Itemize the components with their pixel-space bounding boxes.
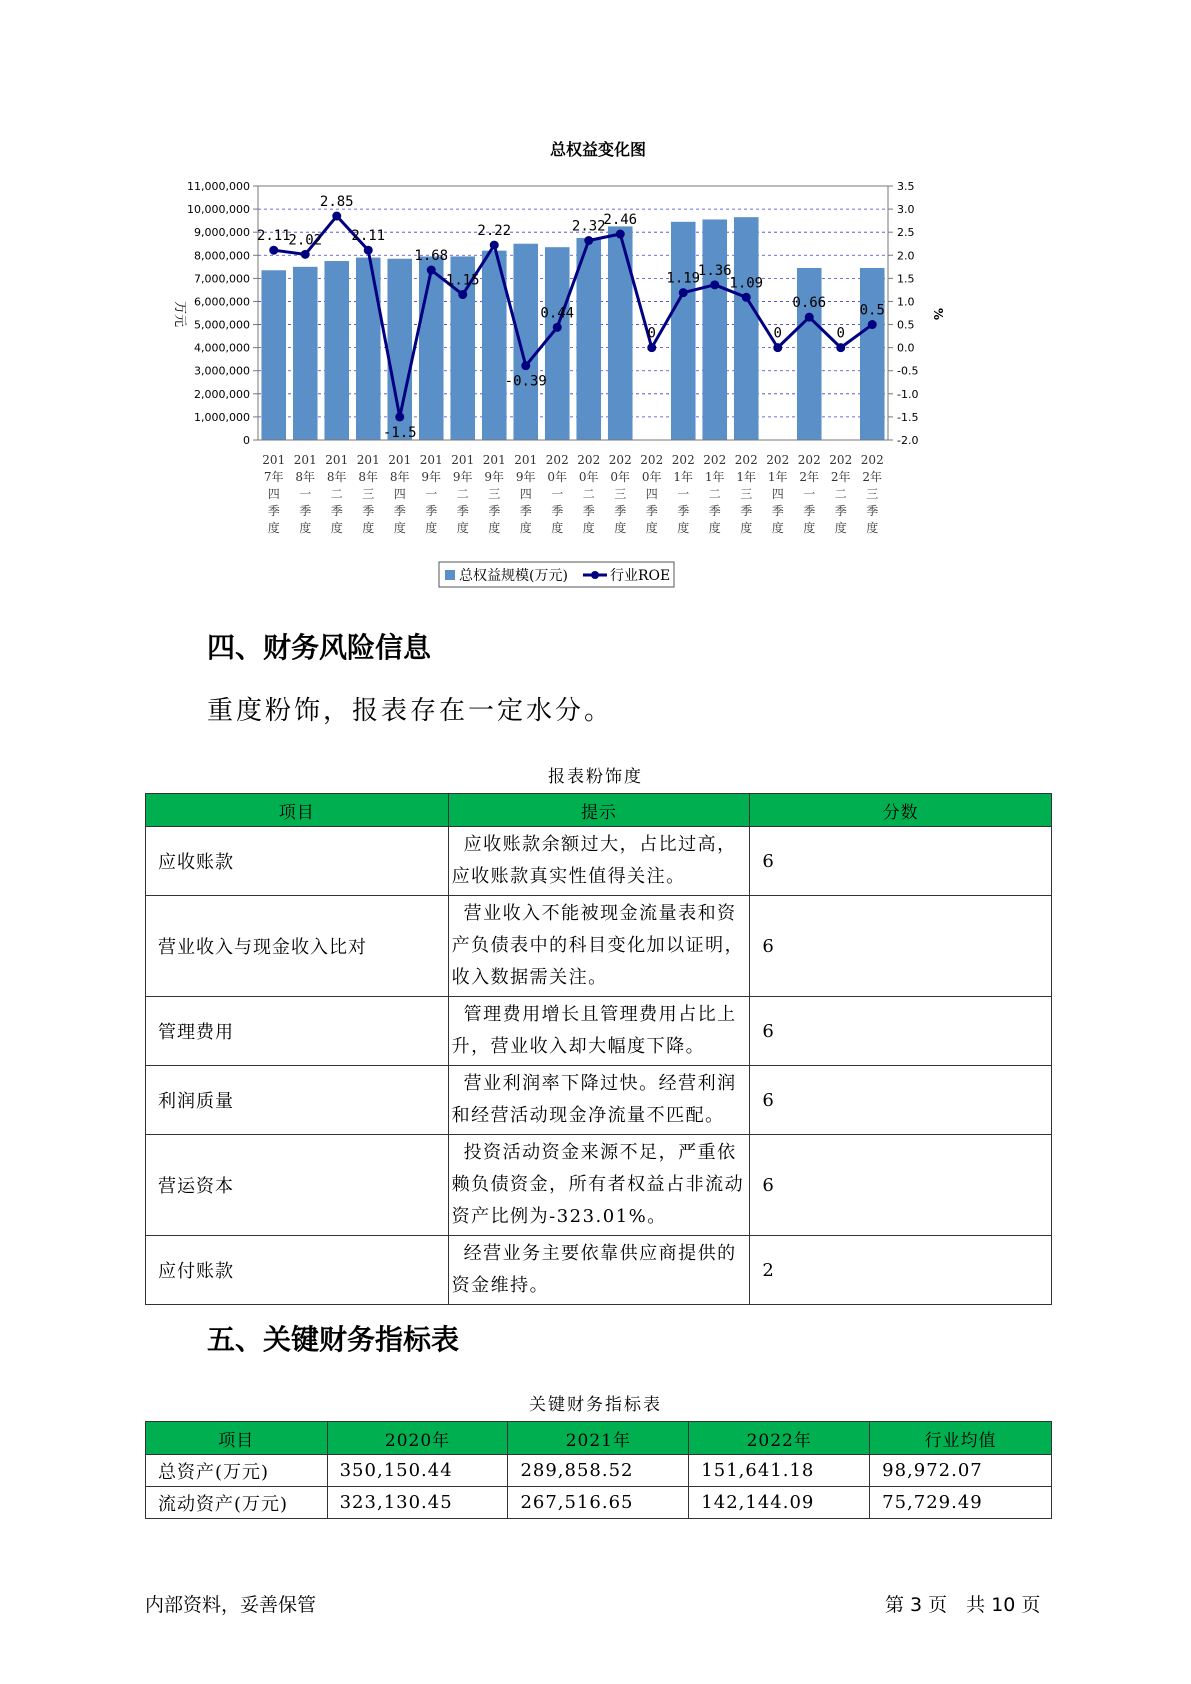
roe-point <box>742 293 751 302</box>
right-tick-label: 3.0 <box>897 203 915 217</box>
roe-data-label: 2.11 <box>256 228 291 245</box>
roe-data-label: 2.85 <box>319 194 354 211</box>
left-tick-label: 10,000,000 <box>187 203 250 217</box>
roe-point <box>836 343 845 352</box>
equity-bar <box>261 270 286 440</box>
roe-data-label: 2.22 <box>477 223 512 240</box>
category-label: 202 0年一季度 <box>545 453 569 535</box>
category-label: 202 1年三季度 <box>734 453 758 535</box>
roe-point <box>773 343 782 352</box>
table-row <box>146 1135 1052 1236</box>
category-label: 202 2年一季度 <box>797 453 821 535</box>
roe-data-label: 0 <box>647 325 656 342</box>
header-cell: 2020年 <box>327 1422 508 1455</box>
roe-data-label: 2.46 <box>603 212 638 229</box>
right-tick-label: 0.5 <box>897 318 915 332</box>
equity-bar <box>356 258 381 440</box>
header-cell: 项目 <box>146 1422 328 1455</box>
risk-hint: 经营业务主要依靠供应商提供的资金维持。 <box>448 1236 750 1305</box>
roe-data-label: 0 <box>836 325 845 342</box>
roe-point <box>868 320 877 329</box>
roe-point <box>584 236 593 245</box>
roe-point <box>458 290 467 299</box>
metric-value: 151,641.18 <box>689 1455 870 1487</box>
header-cell: 项目 <box>146 794 449 827</box>
roe-point <box>553 323 562 332</box>
risk-score: 2 <box>750 1236 1052 1305</box>
risk-table-caption: 报表粉饰度 <box>548 767 643 787</box>
equity-chart <box>170 140 1010 595</box>
left-tick-label: 2,000,000 <box>194 387 250 401</box>
category-label: 201 8年四季度 <box>388 453 412 535</box>
category-label: 202 1年四季度 <box>766 453 790 535</box>
roe-data-label: 0.66 <box>792 295 827 312</box>
risk-score: 6 <box>750 1066 1052 1135</box>
left-tick-label: 7,000,000 <box>194 272 250 286</box>
roe-data-label: 0 <box>773 325 782 342</box>
right-tick-label: 1.0 <box>897 295 915 309</box>
risk-item: 营业收入与现金收入比对 <box>146 896 449 997</box>
risk-hint: 管理费用增长且管理费用占比上升，营业收入却大幅度下降。 <box>448 997 750 1066</box>
metric-name: 总资产(万元) <box>146 1455 328 1487</box>
right-tick-label: -1.0 <box>897 387 919 401</box>
roe-data-label: 2.32 <box>571 218 606 235</box>
roe-point <box>301 250 310 259</box>
equity-bar <box>513 244 538 440</box>
roe-data-label: 0.5 <box>859 302 885 319</box>
roe-point <box>521 361 530 370</box>
left-tick-label: 9,000,000 <box>194 226 250 240</box>
risk-table-header <box>146 794 1052 827</box>
roe-point <box>395 412 404 421</box>
risk-item: 利润质量 <box>146 1066 449 1135</box>
category-label: 202 0年二季度 <box>577 453 601 535</box>
roe-point <box>490 241 499 250</box>
category-label: 201 8年二季度 <box>325 453 349 535</box>
equity-bar <box>734 217 759 440</box>
right-tick-label: 3.5 <box>897 180 915 193</box>
left-tick-label: 8,000,000 <box>194 249 250 263</box>
roe-data-label: 1.19 <box>666 270 701 287</box>
risk-item: 应收账款 <box>146 827 449 896</box>
risk-item: 营运资本 <box>146 1135 449 1236</box>
right-tick-label: 2.5 <box>897 226 915 240</box>
category-label: 202 2年二季度 <box>829 453 853 535</box>
risk-hint: 投资活动资金来源不足，严重依赖负债资金，所有者权益占非流动资产比例为-323.01%。 <box>448 1135 750 1236</box>
risk-item: 应付账款 <box>146 1236 449 1305</box>
table-row <box>146 1487 1052 1519</box>
risk-hint: 营业利润率下降过快。经营利润和经营活动现金净流量不匹配。 <box>448 1066 750 1135</box>
header-cell: 行业均值 <box>870 1422 1052 1455</box>
roe-data-label: 2.02 <box>288 232 323 249</box>
left-tick-label: 4,000,000 <box>194 341 250 355</box>
equity-bar <box>671 222 696 440</box>
legend-line-label: 行业ROE <box>610 568 671 584</box>
metric-value: 267,516.65 <box>508 1487 689 1519</box>
metrics-table <box>145 1421 1052 1519</box>
risk-item: 管理费用 <box>146 997 449 1066</box>
right-tick-label: 1.5 <box>897 272 915 286</box>
risk-score: 6 <box>750 1135 1052 1236</box>
legend-bar-label: 总权益规模(万元) <box>459 568 568 584</box>
legend-bar-swatch <box>445 570 455 580</box>
category-label: 201 9年一季度 <box>419 453 443 535</box>
left-tick-label: 1,000,000 <box>194 410 250 424</box>
left-tick-label: 3,000,000 <box>194 364 250 378</box>
roe-point <box>647 343 656 352</box>
roe-data-label: -0.39 <box>504 373 547 390</box>
roe-point <box>364 246 373 255</box>
chart-title: 总权益变化图 <box>549 140 647 159</box>
right-tick-label: -2.0 <box>897 434 919 447</box>
category-label: 201 9年三季度 <box>482 453 506 535</box>
table-row <box>146 997 1052 1066</box>
metric-value: 323,130.45 <box>327 1487 508 1519</box>
metrics-table-caption: 关键财务指标表 <box>529 1395 662 1415</box>
equity-bar <box>419 256 444 440</box>
category-label: 202 1年二季度 <box>703 453 727 535</box>
legend-line-marker <box>591 571 599 579</box>
table-row <box>146 1066 1052 1135</box>
left-tick-label: 5,000,000 <box>194 318 250 332</box>
category-label: 202 0年三季度 <box>608 453 632 535</box>
risk-summary-text: 重度粉饰，报表存在一定水分。 <box>207 696 614 726</box>
roe-data-label: 1.36 <box>697 262 732 279</box>
roe-data-label: 1.09 <box>729 275 764 292</box>
risk-score: 6 <box>750 896 1052 997</box>
category-label: 201 8年一季度 <box>293 453 317 535</box>
equity-bar <box>860 268 885 440</box>
right-tick-label: -1.5 <box>897 410 919 424</box>
roe-data-label: 0.44 <box>540 305 575 322</box>
right-axis-label: % <box>931 307 945 321</box>
roe-data-label: 1.15 <box>445 272 480 289</box>
roe-point <box>332 212 341 221</box>
category-label: 202 0年四季度 <box>640 453 664 535</box>
risk-hint: 应收账款余额过大，占比过高，应收账款真实性值得关注。 <box>448 827 750 896</box>
equity-bar <box>324 261 349 440</box>
right-tick-label: 0.0 <box>897 341 915 355</box>
metric-value: 142,144.09 <box>689 1487 870 1519</box>
roe-point <box>427 266 436 275</box>
risk-score: 6 <box>750 827 1052 896</box>
risk-table <box>145 793 1052 1305</box>
chart-legend <box>439 562 674 587</box>
left-tick-label: 6,000,000 <box>194 295 250 309</box>
table-row <box>146 1455 1052 1487</box>
table-row <box>146 1236 1052 1305</box>
roe-point <box>679 288 688 297</box>
metrics-table-header <box>146 1422 1052 1455</box>
right-tick-label: 2.0 <box>897 249 915 263</box>
footer-page-number: 第 3 页 共 10 页 <box>885 1594 1041 1616</box>
metric-name: 流动资产(万元) <box>146 1487 328 1519</box>
category-label: 202 1年一季度 <box>671 453 695 535</box>
risk-score: 6 <box>750 997 1052 1066</box>
metric-value: 350,150.44 <box>327 1455 508 1487</box>
metric-value: 98,972.07 <box>870 1455 1052 1487</box>
category-label: 201 7年四季度 <box>262 453 286 535</box>
header-cell: 2021年 <box>508 1422 689 1455</box>
left-tick-label: 0 <box>243 434 250 447</box>
table-row <box>146 896 1052 997</box>
category-label: 202 2年三季度 <box>860 453 884 535</box>
equity-bar <box>293 267 318 440</box>
category-label: 201 9年二季度 <box>451 453 475 535</box>
roe-data-label: -1.5 <box>382 424 417 441</box>
footer-confidential-note: 内部资料，妥善保管 <box>145 1594 317 1616</box>
section-heading-financial-risk: 四、财务风险信息 <box>207 631 432 664</box>
roe-point <box>805 313 814 322</box>
left-tick-label: 11,000,000 <box>187 180 250 193</box>
equity-bar <box>545 247 570 440</box>
header-cell: 分数 <box>750 794 1052 827</box>
category-label: 201 9年四季度 <box>514 453 538 535</box>
roe-data-label: 2.11 <box>351 228 386 245</box>
roe-point <box>710 280 719 289</box>
roe-point <box>616 230 625 239</box>
category-label: 201 8年三季度 <box>356 453 380 535</box>
roe-data-label: 1.68 <box>414 248 449 265</box>
right-tick-label: -0.5 <box>897 364 919 378</box>
equity-bar <box>797 268 822 440</box>
header-cell: 2022年 <box>689 1422 870 1455</box>
equity-bar <box>702 219 727 440</box>
equity-bar <box>608 226 633 440</box>
risk-hint: 营业收入不能被现金流量表和资产负债表中的科目变化加以证明，收入数据需关注。 <box>448 896 750 997</box>
roe-point <box>269 246 278 255</box>
header-cell: 提示 <box>448 794 750 827</box>
section-heading-key-metrics: 五、关键财务指标表 <box>207 1323 460 1356</box>
metric-value: 75,729.49 <box>870 1487 1052 1519</box>
left-axis-label: 万元 <box>172 300 187 328</box>
metric-value: 289,858.52 <box>508 1455 689 1487</box>
table-row <box>146 827 1052 896</box>
